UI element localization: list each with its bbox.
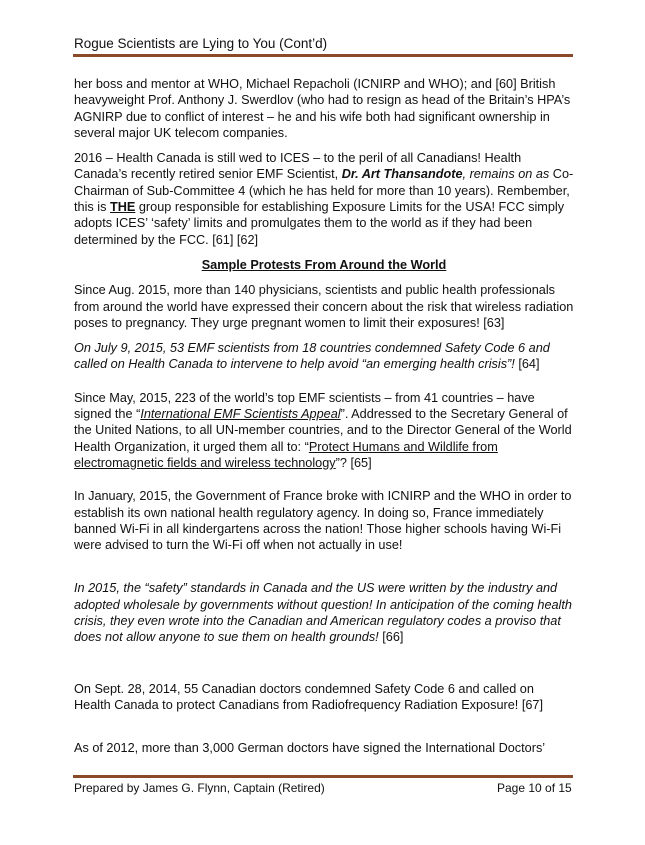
paragraph-8: On Sept. 28, 2014, 55 Canadian doctors condemned Safety Code 6 and called on Health Canada to protect Canadians from Radiofrequency Radiation Exposure! [67] — [74, 681, 544, 712]
p2-name: Dr. Art Thansandote — [341, 167, 463, 182]
p7-ref: [66] — [378, 630, 404, 645]
paragraph-2 — [74, 150, 574, 248]
footer-author: Prepared by James G. Flynn, Captain (Retired) — [74, 781, 325, 795]
footer-page-number: Page 10 of 15 — [497, 781, 572, 795]
page-header-title: Rogue Scientists are Lying to You (Cont’d) — [74, 36, 328, 51]
paragraph-1: her boss and mentor at WHO, Michael Repacholi (ICNIRP and WHO); and [60] British heavyweight Prof. Anthony J. Swerdlov (who had to resign as head of the Britain’s HPA’s AGNIRP due to conflict of interest – he and his wife both had significant ownership in several major UK telecom companies. — [74, 77, 571, 140]
p5-text-a: Since May, 2015, 223 of the world’s top EMF scientists – from 41 countries – have signed the “ — [74, 390, 535, 422]
paragraph-4 — [74, 340, 574, 373]
paragraph-3: Since Aug. 2015, more than 140 physicians, scientists and public health professionals from around the world have expressed their concern about the risk that wireless radiation poses to pregnancy. They urge pregnant women to limit their exposures! [63] — [74, 283, 574, 330]
paragraph-9: As of 2012, more than 3,000 German doctors have signed the International Doctors’ — [74, 741, 546, 756]
p2-the: THE — [109, 200, 136, 215]
p2-text-d: group responsible for establishing Exposure Limits for the USA! FCC simply adopts ICES’ ‘safety’ limits and promulgates them to the world as if they had been determined by the FCC. [61] [62] — [74, 200, 565, 247]
p2-text-c: Co-Chairman of Sub-Committee 4 (which he has held for more than 10 years). Rembember, this is — [74, 167, 574, 215]
p5-text-b: ”. Addressed to the Secretary General of the United Nations, to all UN-member countries, and to the Director General of the World Health Organization, it urged them all to: “ — [74, 407, 572, 454]
footer-rule — [73, 775, 573, 778]
paragraph-5 — [74, 390, 574, 471]
p4-italic: On July 9, 2015, 53 EMF scientists from 18 countries condemned Safety Code 6 and called on Health Canada to intervene to help avoid “an emerging health crisis”! — [74, 341, 550, 372]
protect-humans-link[interactable]: Protect Humans and Wildlife from electromagnetic fields and wireless technology — [74, 439, 498, 470]
appeal-link[interactable]: International EMF Scientists Appeal — [140, 407, 341, 422]
p5-text-c: ”? [65] — [335, 455, 372, 470]
p4-ref: [64] — [514, 357, 540, 372]
section-heading: Sample Protests From Around the World — [201, 257, 447, 272]
paragraph-6: In January, 2015, the Government of France broke with ICNIRP and the WHO in order to establish its own national health regulatory agency. In doing so, France immediately banned Wi-Fi in all kindergartens across the nation! Those higher schools having Wi-Fi were advised to turn the Wi-Fi off when not actually in use! — [74, 489, 572, 553]
p2-text-a: 2016 – Health Canada is still wed to ICES – to the peril of all Canadians! Health Canada’s recently retired senior EMF Scientist, — [74, 151, 522, 182]
document-body — [74, 76, 574, 757]
header-rule — [73, 54, 573, 57]
paragraph-7 — [74, 580, 574, 645]
p7-italic: In 2015, the “safety” standards in Canada and the US were written by the industry and adopted wholesale by governments without question! In anticipation of the coming health crisis, they even wrote into the Canadian and American regulatory codes a proviso that does not allow anyone to sue them on health grounds! — [74, 581, 572, 645]
p2-text-b: , remains on as — [462, 167, 550, 182]
